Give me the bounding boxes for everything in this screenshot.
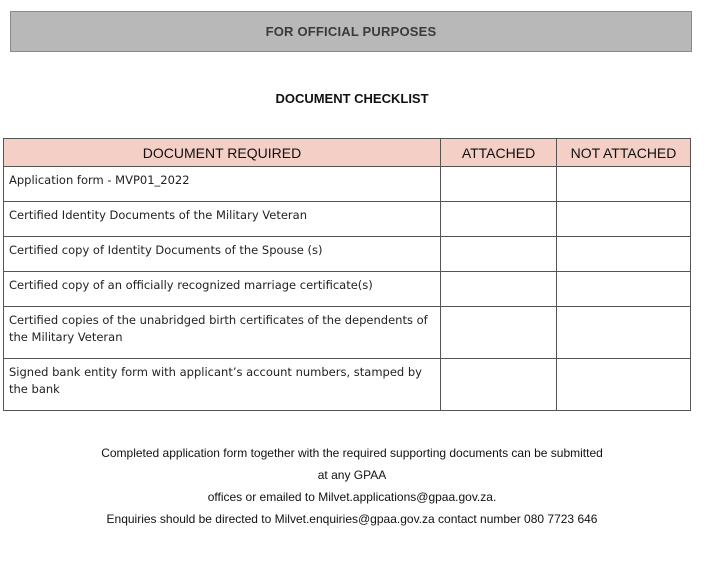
attached-cell[interactable] (441, 237, 557, 272)
table-row (4, 167, 691, 202)
table-row (4, 359, 691, 411)
document-title: DOCUMENT CHECKLIST (275, 91, 429, 106)
instruction-line: offices or emailed to Milvet.applications@gpaa.gov.za. (207, 490, 497, 504)
document-name: Certified copy of Identity Documents of the Spouse (s) (4, 237, 441, 272)
table-row (4, 272, 691, 307)
document-name: Certified copies of the unabridged birth certificates of the dependents of the Military Veteran (4, 307, 441, 359)
document-checklist-table (3, 138, 691, 411)
table-row (4, 237, 691, 272)
submission-instructions (0, 442, 704, 530)
table-header-row (4, 139, 691, 167)
table-row (4, 307, 691, 359)
not-attached-cell[interactable] (557, 202, 691, 237)
document-name: Certified copy of an officially recognized marriage certificate(s) (4, 272, 441, 307)
attached-cell[interactable] (441, 359, 557, 411)
instruction-line: Completed application form together with the required supporting documents can be submitted (101, 446, 603, 460)
attached-cell[interactable] (441, 307, 557, 359)
enquiries-line: Enquiries should be directed to Milvet.enquiries@gpaa.gov.za contact number 080 7723 646 (106, 512, 598, 526)
document-name: Application form - MVP01_2022 (4, 167, 441, 202)
document-name: Signed bank entity form with applicant’s account numbers, stamped by the bank (4, 359, 441, 411)
not-attached-cell[interactable] (557, 237, 691, 272)
not-attached-cell[interactable] (557, 272, 691, 307)
banner-text: FOR OFFICIAL PURPOSES (265, 24, 437, 39)
header-not-attached: NOT ATTACHED (557, 139, 691, 167)
not-attached-cell[interactable] (557, 307, 691, 359)
instruction-line: at any GPAA (317, 468, 387, 482)
document-name: Certified Identity Documents of the Military Veteran (4, 202, 441, 237)
not-attached-cell[interactable] (557, 167, 691, 202)
attached-cell[interactable] (441, 202, 557, 237)
table-row (4, 202, 691, 237)
attached-cell[interactable] (441, 272, 557, 307)
not-attached-cell[interactable] (557, 359, 691, 411)
attached-cell[interactable] (441, 167, 557, 202)
official-purposes-banner (10, 11, 692, 52)
header-document-required: DOCUMENT REQUIRED (4, 139, 441, 167)
header-attached: ATTACHED (441, 139, 557, 167)
